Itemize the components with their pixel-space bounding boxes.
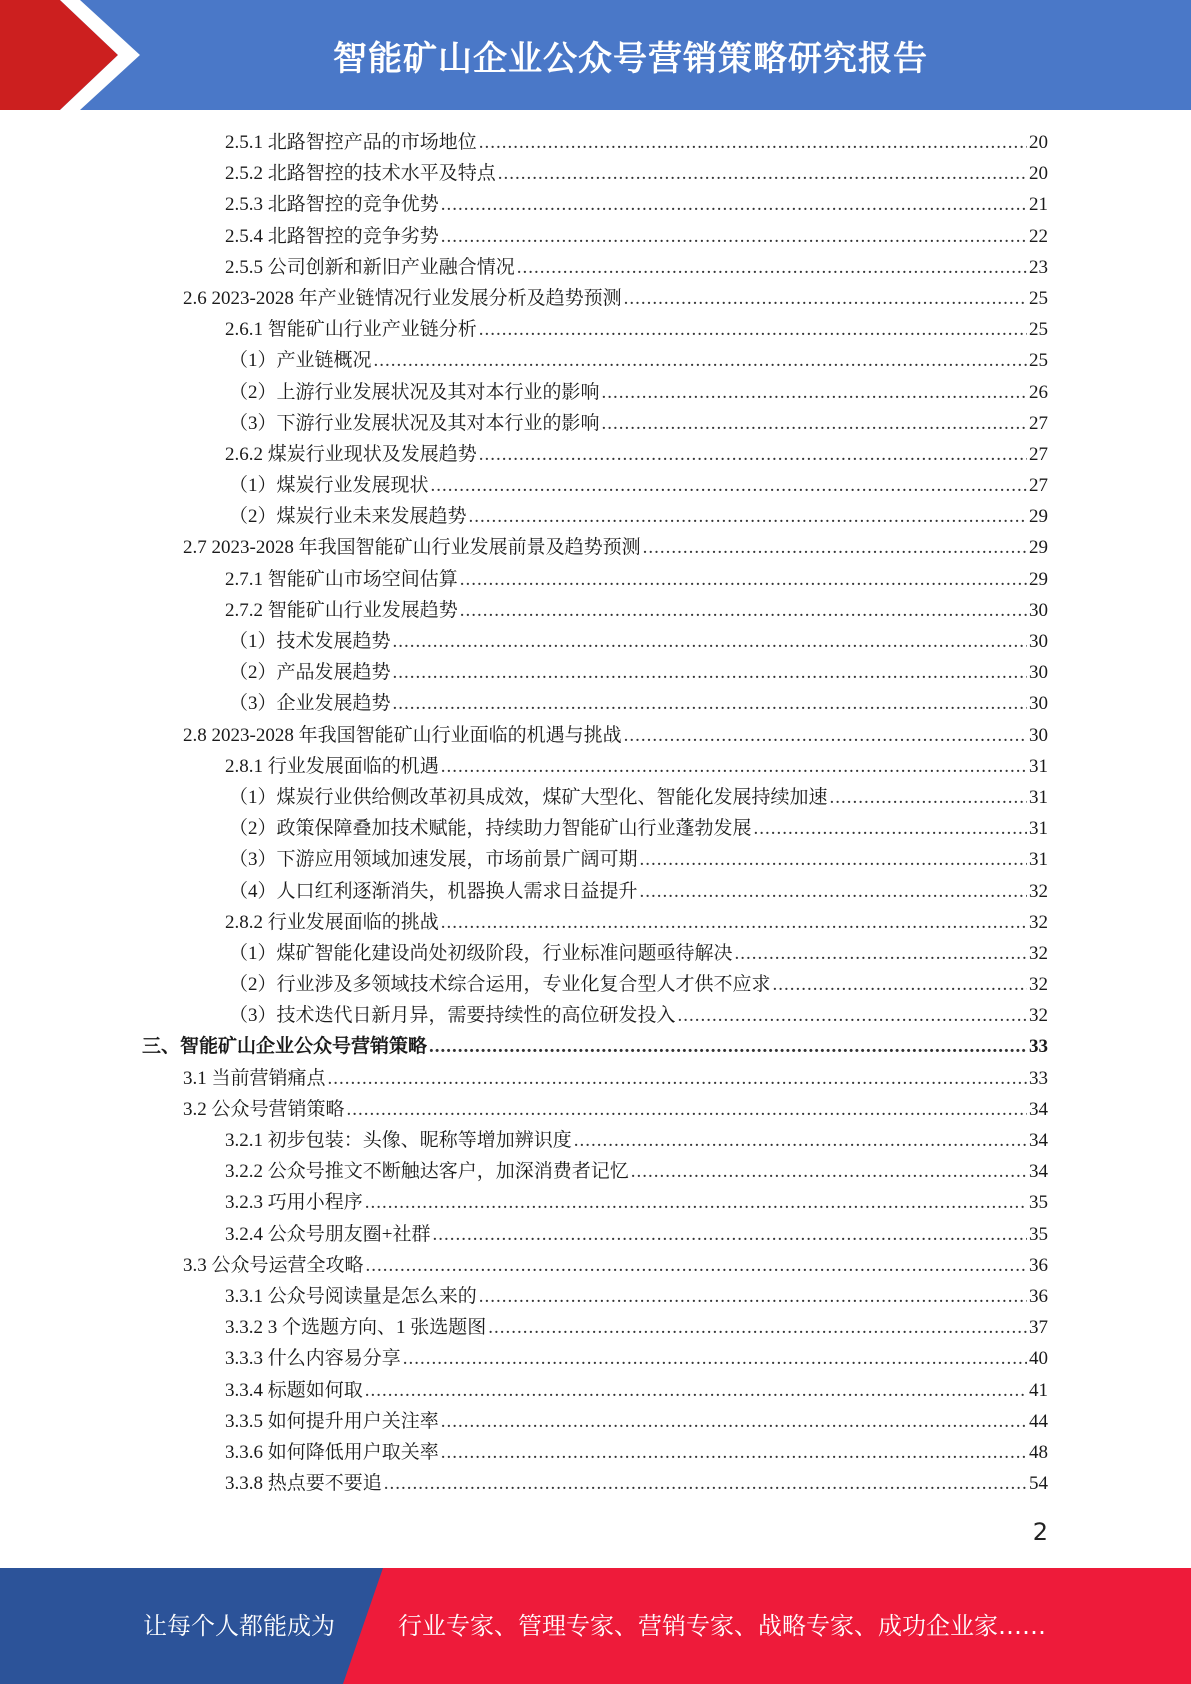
toc-entry-title: 3.2.4 公众号朋友圈+社群 <box>225 1223 431 1245</box>
toc-entry-title: 3.2 公众号营销策略 <box>183 1098 345 1120</box>
toc-entry-page: 32 <box>1029 1005 1048 1027</box>
toc-entry[interactable] <box>0 1187 1191 1218</box>
toc-dot-leader <box>366 1250 1027 1281</box>
toc-dot-leader <box>429 1031 1027 1062</box>
toc-dot-leader <box>479 1281 1027 1312</box>
toc-dot-leader <box>365 1375 1027 1406</box>
toc-entry-page: 25 <box>1029 319 1048 341</box>
toc-dot-leader <box>624 720 1027 751</box>
toc-dot-leader <box>479 127 1027 158</box>
toc-entry[interactable] <box>0 189 1191 220</box>
toc-entry-title: 3.3.4 标题如何取 <box>225 1379 363 1401</box>
toc-entry[interactable] <box>0 252 1191 283</box>
toc-dot-leader <box>403 1343 1027 1374</box>
toc-entry[interactable] <box>0 595 1191 626</box>
toc-entry-page: 27 <box>1029 443 1048 465</box>
toc-entry[interactable] <box>0 938 1191 969</box>
toc-entry-page: 34 <box>1029 1161 1048 1183</box>
toc-entry-page: 31 <box>1029 818 1048 840</box>
toc-entry-title: 3.1 当前营销痛点 <box>183 1067 326 1089</box>
toc-entry[interactable] <box>0 751 1191 782</box>
toc-entry-page: 41 <box>1029 1379 1048 1401</box>
toc-entry-page: 48 <box>1029 1441 1048 1463</box>
toc-entry-page: 35 <box>1029 1223 1048 1245</box>
toc-dot-leader <box>441 1406 1027 1437</box>
toc-entry-page: 29 <box>1029 568 1048 590</box>
toc-entry-page: 22 <box>1029 225 1048 247</box>
toc-entry[interactable] <box>0 1375 1191 1406</box>
toc-entry[interactable] <box>0 564 1191 595</box>
toc-entry-title: 3.3.8 热点要不要追 <box>225 1473 382 1495</box>
footer-slogan-left: 让每个人都能成为 <box>143 1612 335 1640</box>
toc-entry-title: 2.5.4 北路智控的竞争劣势 <box>225 225 439 247</box>
toc-entry-title: 3.3.1 公众号阅读量是怎么来的 <box>225 1285 477 1307</box>
toc-entry-title: 3.3.3 什么内容易分享 <box>225 1348 401 1370</box>
toc-dot-leader <box>479 314 1027 345</box>
toc-entry-title: 2.5.1 北路智控产品的市场地位 <box>225 132 477 153</box>
toc-dot-leader <box>347 1094 1027 1125</box>
toc-entry[interactable] <box>0 844 1191 875</box>
toc-entry-page: 20 <box>1029 132 1048 153</box>
toc-entry[interactable] <box>0 1063 1191 1094</box>
toc-entry-title: （3）下游应用领域加速发展，市场前景广阔可期 <box>229 849 638 871</box>
toc-entry-title: （1）煤炭行业供给侧改革初具成效，煤矿大型化、智能化发展持续加速 <box>229 786 828 808</box>
toc-entry[interactable] <box>0 813 1191 844</box>
toc-dot-leader <box>441 907 1027 938</box>
toc-entry-title: （3）下游行业发展状况及其对本行业的影响 <box>229 412 600 434</box>
toc-entry-title: 2.5.5 公司创新和新旧产业融合情况 <box>225 256 515 278</box>
toc-entry-title: 3.3.5 如何提升用户关注率 <box>225 1410 439 1432</box>
toc-entry-title: 2.7.2 智能矿山行业发展趋势 <box>225 599 458 621</box>
toc-entry[interactable] <box>0 720 1191 751</box>
toc-entry-page: 32 <box>1029 911 1048 933</box>
toc-entry[interactable] <box>0 876 1191 907</box>
toc-entry[interactable] <box>0 314 1191 345</box>
toc-entry-title: 3.3.6 如何降低用户取关率 <box>225 1441 439 1463</box>
toc-entry-title: 2.8.1 行业发展面临的机遇 <box>225 755 439 777</box>
toc-entry-page: 31 <box>1029 786 1048 808</box>
toc-entry-title: 2.7.1 智能矿山市场空间估算 <box>225 568 458 590</box>
toc-entry-title: 2.7 2023-2028 年我国智能矿山行业发展前景及趋势预测 <box>183 537 641 559</box>
toc-entry[interactable] <box>0 1343 1191 1374</box>
toc-entry-title: （2）政策保障叠加技术赋能，持续助力智能矿山行业蓬勃发展 <box>229 818 752 840</box>
toc-entry-title: 3.2.2 公众号推文不断触达客户，加深消费者记忆 <box>225 1161 629 1183</box>
toc-dot-leader <box>754 813 1027 844</box>
toc-entry-page: 30 <box>1029 693 1048 715</box>
toc-entry-title: 3.2.1 初步包装：头像、昵称等增加辨识度 <box>225 1130 572 1151</box>
toc-dot-leader <box>735 938 1027 969</box>
toc-dot-leader <box>488 1312 1027 1343</box>
toc-entry-page: 40 <box>1029 1348 1048 1370</box>
toc-entry-page: 44 <box>1029 1410 1048 1432</box>
toc-entry-title: （2）煤炭行业未来发展趋势 <box>229 506 467 528</box>
toc-dot-leader <box>643 532 1027 563</box>
toc-entry-page: 30 <box>1029 599 1048 621</box>
page-number: 2 <box>1032 1518 1048 1546</box>
toc-entry-page: 37 <box>1029 1317 1048 1339</box>
toc-entry[interactable] <box>0 439 1191 470</box>
toc-dot-leader <box>432 1219 1027 1250</box>
toc-dot-leader <box>624 283 1027 314</box>
toc-dot-leader <box>678 1000 1027 1031</box>
toc-dot-leader <box>431 470 1027 501</box>
toc-entry[interactable] <box>0 377 1191 408</box>
toc-entry[interactable] <box>0 1219 1191 1250</box>
toc-entry-title: （3）企业发展趋势 <box>229 693 391 715</box>
toc-entry-title: 2.8.2 行业发展面临的挑战 <box>225 911 439 933</box>
toc-entry-title: 2.5.3 北路智控的竞争优势 <box>225 194 439 216</box>
toc-entry[interactable] <box>0 1250 1191 1281</box>
toc-dot-leader <box>640 876 1027 907</box>
toc-entry-page: 54 <box>1029 1473 1048 1495</box>
toc-entry-page: 33 <box>1029 1036 1048 1058</box>
toc-entry[interactable] <box>0 626 1191 657</box>
toc-entry[interactable] <box>0 907 1191 938</box>
toc-entry[interactable] <box>0 1031 1191 1062</box>
toc-entry[interactable] <box>0 782 1191 813</box>
toc-entry-title: 2.6.1 智能矿山行业产业链分析 <box>225 319 477 341</box>
toc-entry-page: 34 <box>1029 1098 1048 1120</box>
toc-dot-leader <box>441 1437 1027 1468</box>
toc-dot-leader <box>479 439 1027 470</box>
toc-entry[interactable] <box>0 408 1191 439</box>
footer-slogan-right: 行业专家、管理专家、营销专家、战略专家、成功企业家…… <box>398 1612 1046 1640</box>
toc-entry-title: （1）技术发展趋势 <box>229 631 391 652</box>
toc-entry-title: （4）人口红利逐渐消失，机器换人需求日益提升 <box>229 880 638 902</box>
toc-dot-leader <box>640 844 1027 875</box>
toc-dot-leader <box>773 969 1027 1000</box>
toc-dot-leader <box>517 252 1027 283</box>
toc-dot-leader <box>441 221 1027 252</box>
toc-entry[interactable] <box>0 688 1191 719</box>
toc-dot-leader <box>365 1187 1027 1218</box>
toc-entry-page: 36 <box>1029 1285 1048 1307</box>
toc-entry-title: 3.2.3 巧用小程序 <box>225 1192 363 1214</box>
toc-entry-page: 31 <box>1029 849 1048 871</box>
toc-entry-page: 30 <box>1029 662 1048 684</box>
toc-entry-title: （2）行业涉及多领域技术综合运用，专业化复合型人才供不应求 <box>229 974 771 996</box>
toc-entry-page: 30 <box>1029 631 1048 652</box>
toc-entry[interactable] <box>0 1468 1191 1499</box>
toc-entry-title: （1）产业链概况 <box>229 350 372 372</box>
toc-entry-page: 25 <box>1029 350 1048 372</box>
toc-entry-title: （2）上游行业发展状况及其对本行业的影响 <box>229 381 600 403</box>
toc-dot-leader <box>631 1156 1027 1187</box>
toc-entry-page: 21 <box>1029 194 1048 216</box>
toc-entry-title: 三、智能矿山企业公众号营销策略 <box>142 1036 428 1058</box>
toc-entry[interactable] <box>0 470 1191 501</box>
toc-entry-page: 30 <box>1029 724 1048 746</box>
toc-dot-leader <box>328 1063 1027 1094</box>
toc-dot-leader <box>393 626 1027 657</box>
toc-entry-page: 29 <box>1029 537 1048 559</box>
toc-entry-page: 23 <box>1029 256 1048 278</box>
toc-entry[interactable] <box>0 1437 1191 1468</box>
toc-dot-leader <box>830 782 1027 813</box>
toc-dot-leader <box>602 377 1027 408</box>
toc-entry-page: 34 <box>1029 1130 1048 1151</box>
toc-dot-leader <box>393 688 1027 719</box>
toc-entry[interactable] <box>0 1406 1191 1437</box>
toc-entry[interactable] <box>0 657 1191 688</box>
toc-entry-title: 2.5.2 北路智控的技术水平及特点 <box>225 163 496 185</box>
toc-entry[interactable] <box>0 501 1191 532</box>
toc-entry-page: 20 <box>1029 163 1048 185</box>
toc-entry[interactable] <box>0 158 1191 189</box>
toc-entry[interactable] <box>0 1312 1191 1343</box>
toc-dot-leader <box>469 501 1027 532</box>
toc-entry[interactable] <box>0 345 1191 376</box>
toc-entry-page: 31 <box>1029 755 1048 777</box>
toc-entry-page: 33 <box>1029 1067 1048 1089</box>
document-title: 智能矿山企业公众号营销策略研究报告 <box>333 38 928 79</box>
toc-dot-leader <box>441 751 1027 782</box>
toc-dot-leader <box>498 158 1027 189</box>
toc-dot-leader <box>393 657 1027 688</box>
toc-entry[interactable] <box>0 532 1191 563</box>
toc-entry-page: 27 <box>1029 412 1048 434</box>
toc-entry-title: 3.3 公众号运营全攻略 <box>183 1254 364 1276</box>
toc-entry-page: 36 <box>1029 1254 1048 1276</box>
toc-dot-leader <box>602 408 1027 439</box>
toc-dot-leader <box>460 595 1027 626</box>
toc-entry[interactable] <box>0 283 1191 314</box>
toc-entry-page: 25 <box>1029 287 1048 309</box>
toc-entry[interactable] <box>0 969 1191 1000</box>
toc-entry-page: 29 <box>1029 506 1048 528</box>
toc-dot-leader <box>460 564 1027 595</box>
toc-entry-title: 2.6.2 煤炭行业现状及发展趋势 <box>225 443 477 465</box>
toc-entry-title: 2.8 2023-2028 年我国智能矿山行业面临的机遇与挑战 <box>183 724 622 746</box>
toc-entry[interactable] <box>0 1156 1191 1187</box>
toc-entry-page: 27 <box>1029 475 1048 497</box>
toc-entry[interactable] <box>0 1125 1191 1156</box>
header-banner <box>0 0 1191 110</box>
toc-entry[interactable] <box>0 127 1191 158</box>
footer-banner <box>0 1568 1191 1684</box>
toc-entry-title: 2.6 2023-2028 年产业链情况行业发展分析及趋势预测 <box>183 287 622 309</box>
toc-entry-title: 3.3.2 3 个选题方向、1 张选题图 <box>225 1317 487 1339</box>
toc-dot-leader <box>374 345 1027 376</box>
toc-entry-title: （1）煤炭行业发展现状 <box>229 475 429 497</box>
toc-entry-title: （1）煤矿智能化建设尚处初级阶段，行业标准问题亟待解决 <box>229 942 733 964</box>
toc-dot-leader <box>441 189 1027 220</box>
toc-dot-leader <box>384 1468 1027 1499</box>
toc-entry[interactable] <box>0 1094 1191 1125</box>
toc-entry-page: 26 <box>1029 381 1048 403</box>
toc-entry-title: （3）技术迭代日新月异，需要持续性的高位研发投入 <box>229 1005 676 1027</box>
toc-entry-page: 32 <box>1029 880 1048 902</box>
table-of-contents <box>0 127 1191 1499</box>
toc-entry-title: （2）产品发展趋势 <box>229 662 391 684</box>
toc-entry-page: 35 <box>1029 1192 1048 1214</box>
toc-entry-page: 32 <box>1029 942 1048 964</box>
toc-entry[interactable] <box>0 1000 1191 1031</box>
toc-entry-page: 32 <box>1029 974 1048 996</box>
toc-dot-leader <box>574 1125 1027 1156</box>
toc-entry[interactable] <box>0 1281 1191 1312</box>
toc-entry[interactable] <box>0 221 1191 252</box>
